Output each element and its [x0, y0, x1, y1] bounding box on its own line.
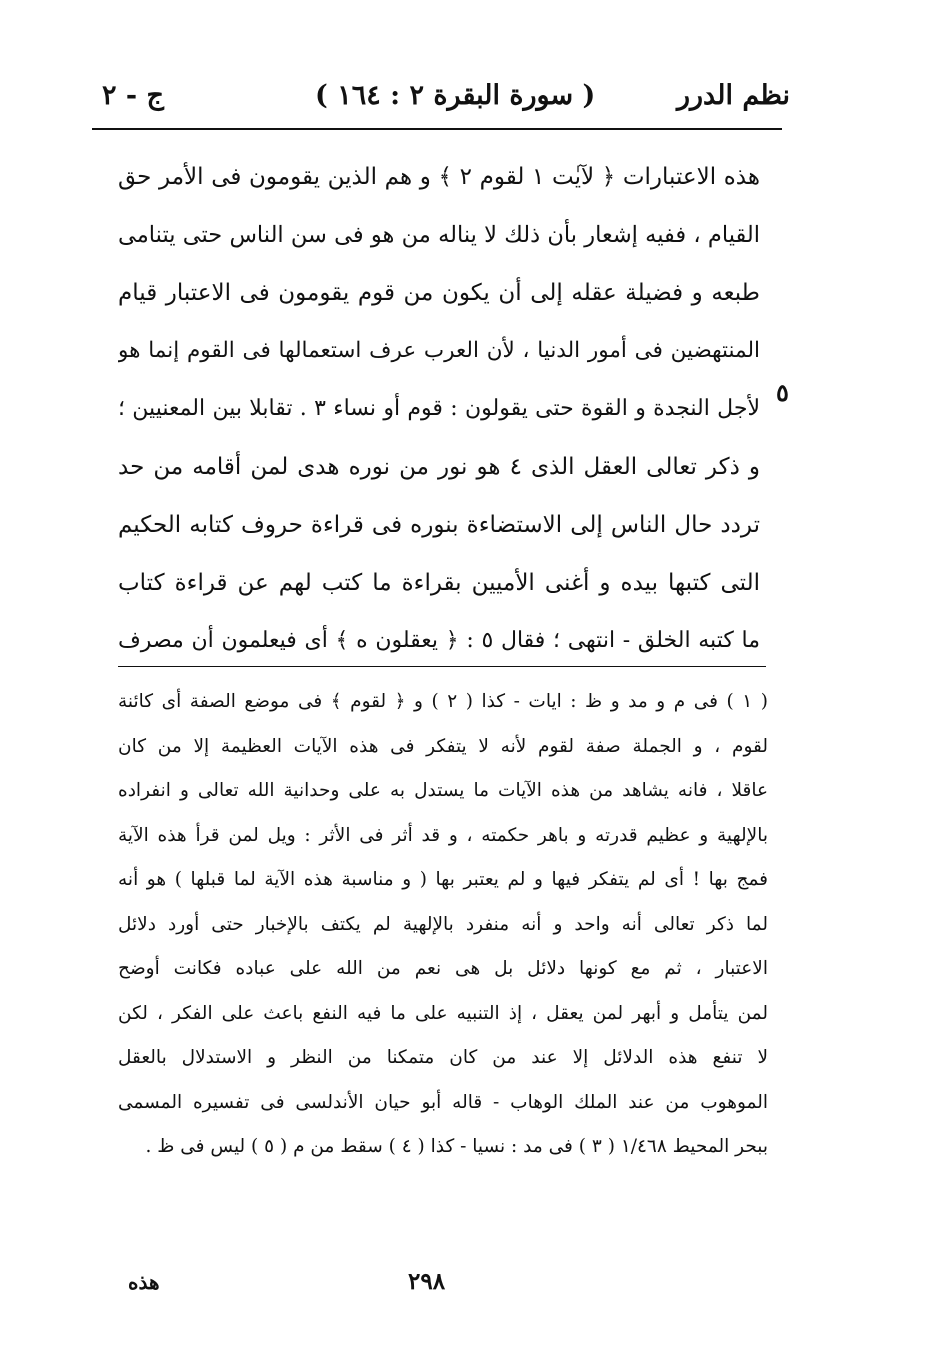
- main-line: تردد حال الناس إلى الاستضاءة بنوره فى قراءة حروف كتابه الحكيم: [118, 512, 760, 538]
- footnote-line: بالإلهية و عظيم قدرته و باهر حكمته ، و قد أثر فى الأثر : ويل لمن قرأ هذه الآية: [118, 824, 768, 846]
- footnotes: [118, 680, 768, 1170]
- main-text: [118, 148, 760, 670]
- book-title: نظم الدرر: [676, 80, 790, 111]
- footnote-line: عاقلا ، فانه يشاهد من هذه الآيات ما يستدل به على وحدانية الله تعالى و انفراده: [118, 780, 768, 801]
- footnote-line: لما ذكر تعالى أنه واحد و أنه منفرد بالإلهية لم يكتف بالإخبار حتى أورد دلائل: [118, 913, 768, 935]
- main-line: لأجل النجدة و القوة حتى يقولون : قوم أو نساء ٣ . تقابلا بين المعنيين ؛: [118, 396, 760, 421]
- footnote-line: فمج بها ! أى لم يتفكر فيها و لم يعتبر بها ( و مناسبة هذه الآية لما قبلها ) هو أنه: [118, 869, 768, 890]
- main-line: التى كتبها بيده و أغنى الأميين بقراءة ما كتب لهم عن قراءة كتاب: [118, 570, 760, 596]
- main-line: المنتهضين فى أمور الدنيا ، لأن العرب عرف استعمالها فى القوم إنما هو: [118, 338, 760, 363]
- footnote-rule: [118, 666, 766, 667]
- main-line: القيام ، ففيه إشعار بأن ذلك لا يناله من هو فى سن الناس حتى يتنامى: [118, 222, 760, 248]
- surah-reference: ( سورة البقرة ٢ : ١٦٤ ): [315, 80, 596, 111]
- main-line: ما كتبه الخلق - انتهى ؛ فقال ٥ : ﴿ يعقلون ه ﴾ أى فيعلمون أن مصرف: [118, 628, 760, 653]
- main-line: و ذكر تعالى العقل الذى ٤ هو نور من نوره هدى لمن أقامه من حد: [118, 454, 760, 480]
- footnote-line: لا تنفع هذه الدلائل إلا عند من كان متمكنا من النظر و الاستدلال بالعقل: [118, 1047, 768, 1068]
- footnote-line: ببحر المحيط ١/٤٦٨ ( ٣ ) فى مد : نسيا - كذا ( ٤ ) سقط من م ( ٥ ) ليس فى ظ .: [145, 1136, 768, 1157]
- catchword: هذه: [128, 1270, 160, 1294]
- header-rule: [92, 128, 782, 130]
- footnote-line: الموهوب من عند الملك الوهاب - قاله أبو حيان الأندلسى فى تفسيره المسمى: [118, 1091, 768, 1113]
- main-line: طبعه و فضيلة عقله إلى أن يكون من قوم يقومون فى الاعتبار قيام: [118, 280, 760, 306]
- margin-line-number: ٥: [776, 378, 789, 407]
- page-number: ٢٩٨: [408, 1268, 446, 1295]
- footnote-line: ( ١ ) فى م و مد و ظ : ايات - كذا ( ٢ ) و ﴿ لقوم ﴾ فى موضع الصفة أى كائنة: [118, 691, 768, 712]
- footnote-line: لمن يتأمل و أبهر لمن يعقل ، إذ التنبيه على ما فيه النفع باعث على الفكر ، لكن: [118, 1002, 768, 1024]
- running-head: [100, 80, 790, 126]
- volume-label: ج - ٢: [102, 80, 164, 111]
- footnote-line: لقوم ، و الجملة صفة لقوم لأنه لا يتفكر فى هذه الآيات العظيمة إلا من كان: [118, 735, 768, 757]
- footnote-line: الاعتبار ، ثم مع كونها دلائل بل هى نعم من الله على عباده فكانت أوضح: [118, 958, 768, 979]
- main-line: هذه الاعتبارات ﴿ لآيٰت ١ لقوم ٢ ﴾ و هم الذين يقومون فى الأمر حق: [118, 164, 760, 190]
